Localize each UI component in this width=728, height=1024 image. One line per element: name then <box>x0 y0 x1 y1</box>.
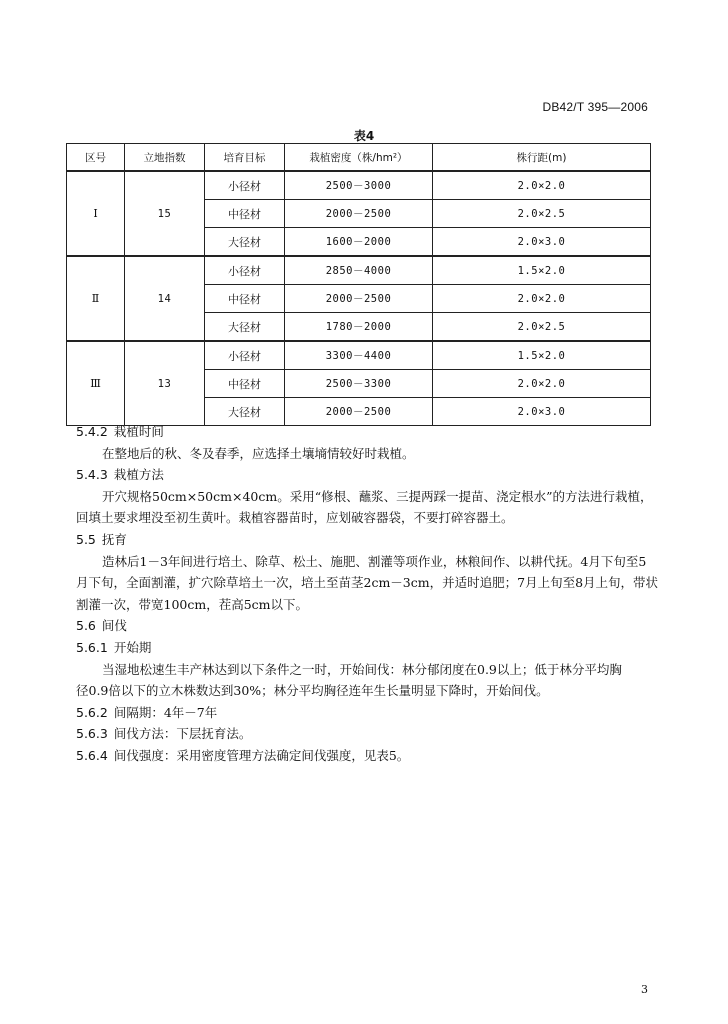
body-content <box>76 421 659 767</box>
target-cell: 大径材 <box>205 398 285 426</box>
density-cell: 2000－2500 <box>285 398 433 426</box>
col-header-spacing: 株行距(m) <box>433 144 651 172</box>
target-cell: 中径材 <box>205 285 285 313</box>
section-number: 5.6 <box>76 618 96 634</box>
spacing-cell: 2.0×2.5 <box>433 313 651 342</box>
planting-density-table <box>66 143 651 426</box>
target-cell: 大径材 <box>205 313 285 342</box>
table-row <box>67 256 651 285</box>
zone-cell: Ⅰ <box>67 171 125 256</box>
spacing-cell: 1.5×2.0 <box>433 256 651 285</box>
spacing-cell: 2.0×2.0 <box>433 171 651 200</box>
section-title: 抚育 <box>101 531 127 547</box>
spacing-cell: 2.0×2.0 <box>433 370 651 398</box>
density-cell: 2000－2500 <box>285 200 433 228</box>
col-header-site-index: 立地指数 <box>125 144 205 172</box>
section-heading-5-5 <box>76 529 656 551</box>
target-cell: 小径材 <box>205 341 285 370</box>
section-5-6-2 <box>76 702 656 724</box>
density-cell: 3300－4400 <box>285 341 433 370</box>
site-index-cell: 14 <box>125 256 205 341</box>
paragraph-line: 开穴规格50cm×50cm×40cm。采用“修根、蘸浆、三提两踩一提苗、浇定根水”的方法进行栽植， <box>102 488 653 504</box>
paragraph-line: 造林后1－3年间进行培土、除草、松土、施肥、割灌等项作业，林粮间作、以耕代抚。4月下旬至5 <box>102 553 647 569</box>
target-cell: 中径材 <box>205 200 285 228</box>
paragraph-line: 当湿地松速生丰产林达到以下条件之一时，开始间伐：林分郁闭度在0.9以上；低于林分平均胸 <box>102 661 622 677</box>
zone-cell: Ⅲ <box>67 341 125 426</box>
spacing-cell: 2.0×3.0 <box>433 398 651 426</box>
site-index-cell: 13 <box>125 341 205 426</box>
target-cell: 中径材 <box>205 370 285 398</box>
section-title: 栽植方法 <box>113 467 164 483</box>
table-title: 表4 <box>353 129 375 143</box>
paragraph-line: 回填土要求埋没至初生黄叶。栽植容器苗时，应划破容器袋，不要打碎容器土。 <box>76 510 514 526</box>
table-header-row <box>67 144 651 172</box>
section-title: 栽植时间 <box>113 424 164 439</box>
density-cell: 2500－3000 <box>285 171 433 200</box>
document-code: DB42/T 395—2006 <box>542 100 648 114</box>
section-number: 5.6.2 <box>76 704 108 720</box>
table-row <box>67 171 651 200</box>
section-number: 5.6.4 <box>76 747 108 763</box>
section-text: 间隔期：4年－7年 <box>113 704 218 720</box>
page-number: 3 <box>641 983 648 996</box>
density-cell: 2000－2500 <box>285 285 433 313</box>
target-cell: 小径材 <box>205 256 285 285</box>
section-number: 5.4.2 <box>76 424 108 439</box>
paragraph-line: 割灌一次，带宽100cm，茬高5cm以下。 <box>76 596 309 612</box>
section-number: 5.6.3 <box>76 726 108 742</box>
spacing-cell: 2.0×2.5 <box>433 200 651 228</box>
density-cell: 2850－4000 <box>285 256 433 285</box>
spacing-cell: 1.5×2.0 <box>433 341 651 370</box>
col-header-density: 栽植密度（株/hm²） <box>285 144 433 172</box>
section-5-6-3 <box>76 723 656 745</box>
paragraph-line: 在整地后的秋、冬及春季，应选择土壤墒情较好时栽植。 <box>102 445 415 461</box>
section-heading-5-4-2 <box>76 421 656 443</box>
zone-cell: Ⅱ <box>67 256 125 341</box>
section-number: 5.6.1 <box>76 639 108 655</box>
col-header-zone: 区号 <box>67 144 125 172</box>
density-cell: 1600－2000 <box>285 228 433 257</box>
section-number: 5.4.3 <box>76 467 108 483</box>
table-row <box>67 341 651 370</box>
section-heading-5-4-3 <box>76 464 656 486</box>
density-cell: 1780－2000 <box>285 313 433 342</box>
density-cell: 2500－3300 <box>285 370 433 398</box>
section-5-6-4 <box>76 745 656 767</box>
target-cell: 大径材 <box>205 228 285 257</box>
paragraph-line: 径0.9倍以下的立木株数达到30%；林分平均胸径连年生长量明显下降时，开始间伐。 <box>76 683 549 699</box>
section-text: 间伐方法：下层抚育法。 <box>113 726 252 742</box>
section-heading-5-6 <box>76 615 656 637</box>
section-title: 开始期 <box>113 639 152 655</box>
section-title: 间伐 <box>101 618 127 634</box>
site-index-cell: 15 <box>125 171 205 256</box>
paragraph-line: 月下旬，全面割灌，扩穴除草培土一次，培土至苗茎2cm－3cm，并适时追肥；7月上旬至8月上旬，带状 <box>76 575 659 591</box>
section-heading-5-6-1 <box>76 637 656 659</box>
target-cell: 小径材 <box>205 171 285 200</box>
spacing-cell: 2.0×2.0 <box>433 285 651 313</box>
section-number: 5.5 <box>76 531 96 547</box>
section-text: 间伐强度：采用密度管理方法确定间伐强度，见表5。 <box>113 747 410 763</box>
spacing-cell: 2.0×3.0 <box>433 228 651 257</box>
col-header-target: 培育目标 <box>205 144 285 172</box>
